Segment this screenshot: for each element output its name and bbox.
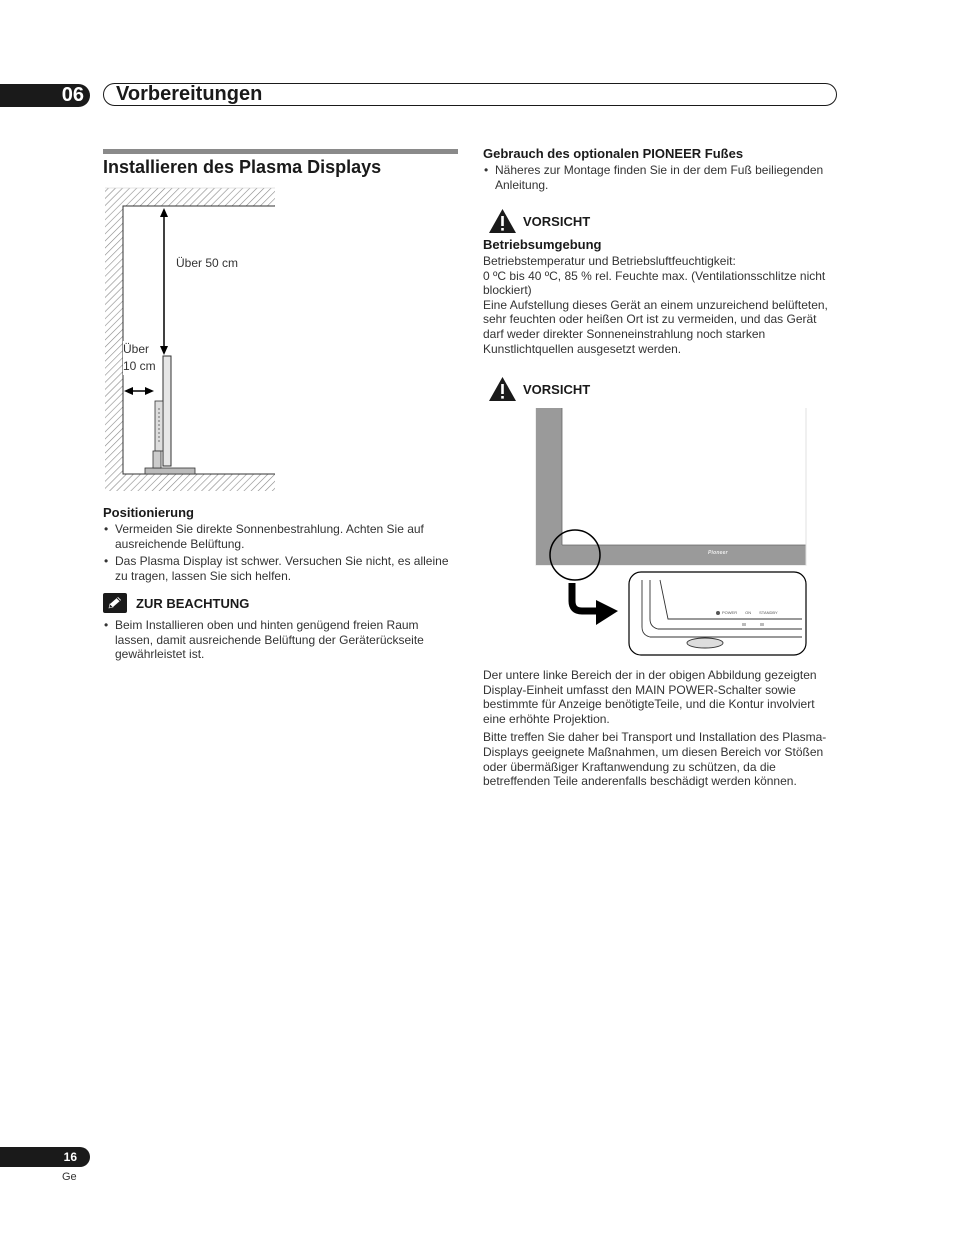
warning-triangle-icon xyxy=(488,376,517,402)
stand-list xyxy=(483,163,835,195)
environment-line: Eine Aufstellung dieses Gerät an einem unzureichend belüfteten, sehr feuchten oder heißen Ort ist zu vermeiden, und das Gerät darf weder direkter Sonneneinstrahlung noch starken Kunstlichtquellen ausgesetzt werden. xyxy=(483,297,828,356)
environment-text xyxy=(483,254,839,356)
side-clearance-label xyxy=(123,341,156,375)
list-item: • Das Plasma Display ist schwer. Versuchen Sie nicht, es alleine zu tragen, lassen Sie sich helfen. xyxy=(103,554,458,583)
panel-label-standby: STANDBY xyxy=(759,610,778,615)
display-front-view xyxy=(536,408,806,565)
side-clearance-label-line2: 10 cm xyxy=(123,359,156,373)
page-number-tab xyxy=(0,1147,90,1167)
page-number: 16 xyxy=(63,1150,77,1164)
list-item: • Näheres zur Montage finden Sie in der dem Fuß beiliegenden Anleitung. xyxy=(483,163,835,192)
installation-clearance-diagram xyxy=(103,186,278,494)
panel-labels xyxy=(722,610,778,615)
caution2-text xyxy=(483,668,839,789)
display-corner-diagram xyxy=(530,405,812,660)
section-title: Installieren des Plasma Displays xyxy=(103,157,382,177)
wall-hatching xyxy=(105,188,275,491)
curved-arrow xyxy=(572,583,598,611)
caution-header-2 xyxy=(488,376,590,402)
environment-line: Betriebstemperatur und Betriebsluftfeuchtigkeit: xyxy=(483,254,736,268)
caution-label-2: VORSICHT xyxy=(523,381,591,397)
note-label: ZUR BEACHTUNG xyxy=(136,595,250,611)
stand-heading: Gebrauch des optionalen PIONEER Fußes xyxy=(483,146,744,161)
side-clearance-label-line1: Über xyxy=(123,342,150,356)
caution-label-1: VORSICHT xyxy=(523,213,591,229)
side-clearance-arrow xyxy=(124,387,154,395)
panel-label-on: ON xyxy=(745,610,752,615)
chapter-title: Vorbereitungen xyxy=(116,83,263,105)
top-clearance-arrow xyxy=(160,208,168,355)
positioning-list xyxy=(103,522,458,586)
chapter-number-tab xyxy=(0,84,90,107)
caution-header-1 xyxy=(488,208,590,234)
note-list xyxy=(103,618,458,665)
language-code: Ge xyxy=(62,1171,77,1183)
list-item: • Beim Installieren oben und hinten genügend freien Raum lassen, damit ausreichende Belüftung der Geräterückseite gewährleistet ist. xyxy=(103,618,458,662)
chapter-number: 06 xyxy=(61,84,84,106)
positioning-heading: Positionierung xyxy=(103,505,194,520)
caution2-paragraph: Bitte treffen Sie daher bei Transport und Installation des Plasma-Displays geeignete Maßnahmen, um diesen Bereich vor Stößen oder übermäßiger Kraftanwendung zu schützen, da die betreffenden Teile anderenfalls beschädigt werden können. xyxy=(483,730,827,789)
section-divider xyxy=(103,149,458,154)
environment-subheading: Betriebsumgebung xyxy=(483,237,602,252)
list-item: • Vermeiden Sie direkte Sonnenbestrahlung. Achten Sie auf ausreichende Belüftung. xyxy=(103,522,458,551)
caution2-paragraph: Der untere linke Bereich der in der obigen Abbildung gezeigten Display-Einheit umfasst den MAIN POWER-Schalter sowie bestimmte für Anzeige benötigteTeile, und die Kontur involviert eine erhöhte Projektion. xyxy=(483,668,817,726)
top-clearance-label: Über 50 cm xyxy=(176,256,239,270)
power-icon xyxy=(716,611,720,615)
brand-logo: Pioneer xyxy=(708,550,728,556)
note-header xyxy=(103,593,249,613)
environment-line: 0 ºC bis 40 ºC, 85 % rel. Feuchte max. (Ventilationsschlitze nicht blockiert) xyxy=(483,268,826,298)
note-pencil-icon xyxy=(103,593,127,613)
warning-triangle-icon xyxy=(488,208,517,234)
panel-label-power: POWER xyxy=(722,610,738,615)
